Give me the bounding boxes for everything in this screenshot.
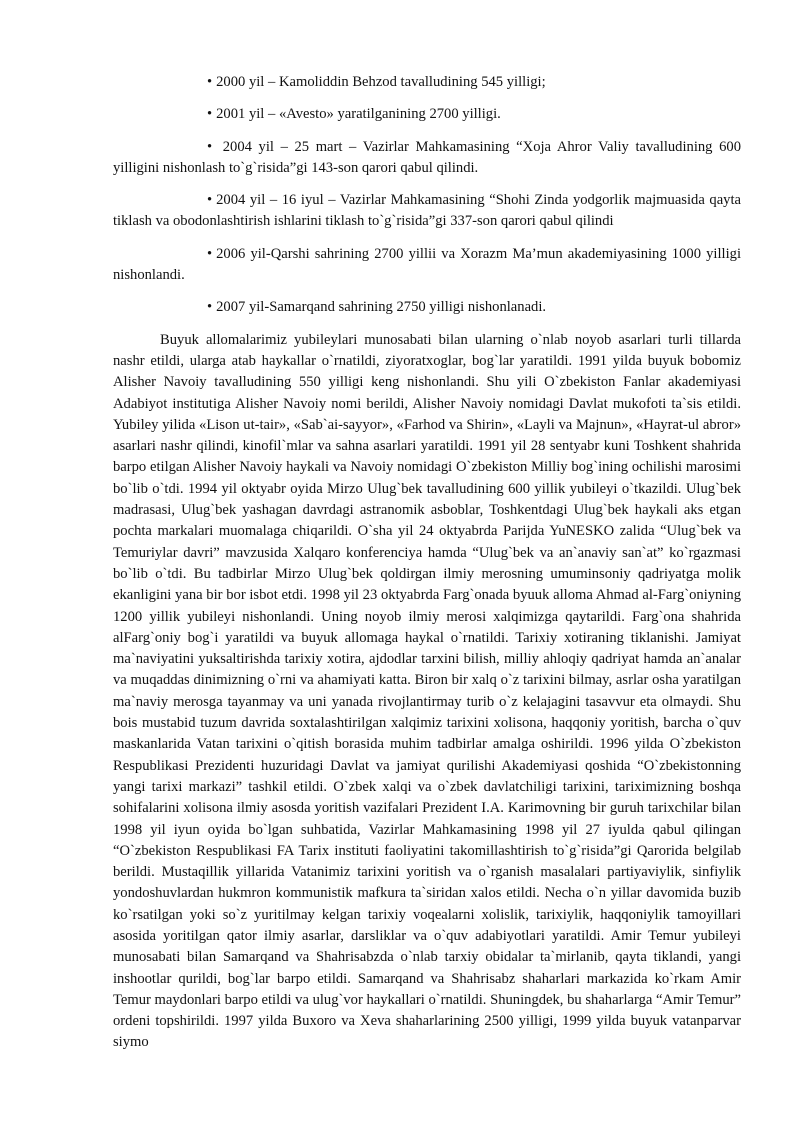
main-paragraph: Buyuk allomalarimiz yubileylari munosabati bilan ularning o`nlab noyob asarlari turli tillarda nashr etildi, ularga atab haykallar o`rnatildi, ziyoratxoglar, bog`lar yaratildi. 1991 yilda buyuk bobomiz Alisher Navoiy tavalludining 550 yilligi keng nishonlandi. Shu yili O`zbekiston Fanlar akademiyasi Adabiyot institutiga Alisher Navoiy nomi berildi, Alisher Navoiy nomidagi Davlat mukofoti ta`sis etildi. Yubiley yilida «Lison ut-tair», «Sab`ai-sayyor», «Farhod va Shirin», «Layli va Majnun», «Hayrat-ul abror» asarlari nashr qilindi, kinofil`mlar va sahna asarlari yaratildi. 1991 yil 28 sentyabr kuni Toshkent shahrida barpo etilgan Alisher Navoiy haykali va Navoiy nomidagi O`zbekiston Milliy bog`ining ochilishi marosimi bo`lib o`tdi. 1994 yil oktyabr oyida Mirzo Ulug`bek tavalludining 600 yillik yubileyi o`tkazildi. Ulug`bek madrasasi, Ulug`bek yashagan davrdagi astranomik asboblar, Toshkentdagi Ulug`bek haykali aks etgan pochta markalari muomalaga chiqarildi. O`sha yil 24 oktyabrda Parijda YuNESKO zalida “Ulug`bek va Temuriylar davri” mavzusida Xalqaro konferenciya hamda “Ulug`bek va an`anaviy san`at” ko`rgazmasi bo`lib o`tdi. Bu tadbirlar Mirzo Ulug`bek qoldirgan ilmiy merosning umuminsoniy qadriyatga molik ekanligini yana bir bor isbot etdi. 1998 yil 23 oktyabrda Farg`onada byuuk alloma Ahmad al-Farg`oniyning 1200 yillik yubileyi nishonlandi. Uning noyob ilmiy merosi xalqimizga qaytarildi. Farg`ona shahrida alFarg`oniy bog`i yaratildi va buyuk allomaga haykal o`rnatildi. Tarixiy xotiraning tiklanishi. Jamiyat ma`naviyatini yuksaltirishda tarixiy xotira, ajdodlar tarxini bilish, milliy ahloqiy qadriyat hamda an`analar va muqaddas dinimizning o`rni va ahamiyati katta. Biron bir xalq o`z tarixini bilmay, asrlar osha yaratilgan ma`naviy merosga tayanmay va uni yanada rivojlantirmay turib o`z kelajagini tasavvur eta olmaydi. Shu bois mustabid tuzum davrida soxtalashtirilgan xalqimiz tarixini xolisona, haqqoniy yoritish, barcha o`quv maskanlarida Vatan tarixini o`qitish borasida muhim tadbirlar amalga oshirildi. 1996 yilda O`zbekiston Respublikasi Prezidenti huzuridagi Davlat va jamiyat qurilishi Akademiyasi qoshida “O`zbekistonning yangi tarixi markazi” tashkil etildi. O`zbek xalqi va o`zbek davlatchiligi tarixini, tariximizning boshqa sohifalarini xolisona ilmiy asosda yoritish vazifalari Prezident I.A. Karimovning bir guruh tarixchilar bilan 1998 yil iyun oyida bo`lgan suhbatida, Vazirlar Mahkamasining 1998 yil 27 iyulda qabul qilingan “O`zbekiston Respublikasi FA Tarix instituti faoliyatini takomillashtirish to`g`risida”gi Qarorida belgilab berildi. Mustaqillik yillarida Vatanimiz tarixini yoritish va o`rganish masalalari partiyaviylik, sinfiylik yondoshuvlardan hukmron kommunistik mafkura ta`siridan xalos etildi. Necha o`n yillar davomida buzib ko`rsatilgan yoki so`z yuritilmay kelgan tarixiy voqealarni xolislik, tarixiylik, haqqoniylik tamoyillari asosida yoritilgan qator ilmiy asarlar, darsliklar va o`quv adabiyotlari yaratildi. Amir Temur yubileyi munosabati bilan Samarqand va Shahrisabzda o`nlab tarxiy obidalar ta`mirlanib, qayta tiklandi, yangi inshootlar qurildi, bog`lar barpo etildi. Samarqand va Shahrisabz shaharlari markazida ko`rkam Amir Temur maydonlari barpo etildi va ulug`vor haykallari o`rnatildi. Shuningdek, bu shaharlarga “Amir Temur” ordeni topshirildi. 1997 yilda Buxoro va Xeva shaharlarining 2500 yilligi, 1999 yilda buyuk vatanparvar siymo xyxy=(113,331,742,1051)
bullet-dot-icon: • xyxy=(207,106,213,123)
bullet-item xyxy=(113,244,741,287)
bullet-text: 2001 yil – «Avesto» yaratilganining 2700 yilligi. xyxy=(216,106,501,123)
bullet-text: 2007 yil-Samarqand sahrining 2750 yilligi nishonlanadi. xyxy=(216,299,547,316)
bullet-item xyxy=(113,72,741,93)
bullet-item xyxy=(113,104,741,125)
bullet-dot-icon: • xyxy=(207,138,213,155)
bullet-dot-icon: • xyxy=(207,192,213,209)
bullet-text: 2004 yil – 25 mart – Vazirlar Mahkamasining “Xoja Ahror Valiy tavalludining 600 yilligini nishonlash to`g`risida”gi 143-son qarori qabul qilindi. xyxy=(113,138,741,176)
bullet-text: 2000 yil – Kamoliddin Behzod tavalludining 545 yilligi; xyxy=(216,74,546,90)
bullet-dot-icon: • xyxy=(207,74,213,90)
bullet-dot-icon: • xyxy=(207,245,213,262)
bullet-item xyxy=(113,297,741,318)
bullet-item xyxy=(113,137,741,180)
bullet-item xyxy=(113,190,741,233)
bullet-dot-icon: • xyxy=(207,299,213,316)
bullet-text: 2006 yil-Qarshi sahrining 2700 yillii va Xorazm Ma’mun akademiyasining 1000 yilligi nishonlandi. xyxy=(113,245,741,284)
document-page xyxy=(113,72,741,1054)
bullet-text: 2004 yil – 16 iyul – Vazirlar Mahkamasining “Shohi Zinda yodgorlik majmuasida qayta tiklash va obodonlashtirish ishlarini tiklash to`g`risida”gi 337-son qarori qabul qilindi xyxy=(113,192,741,230)
